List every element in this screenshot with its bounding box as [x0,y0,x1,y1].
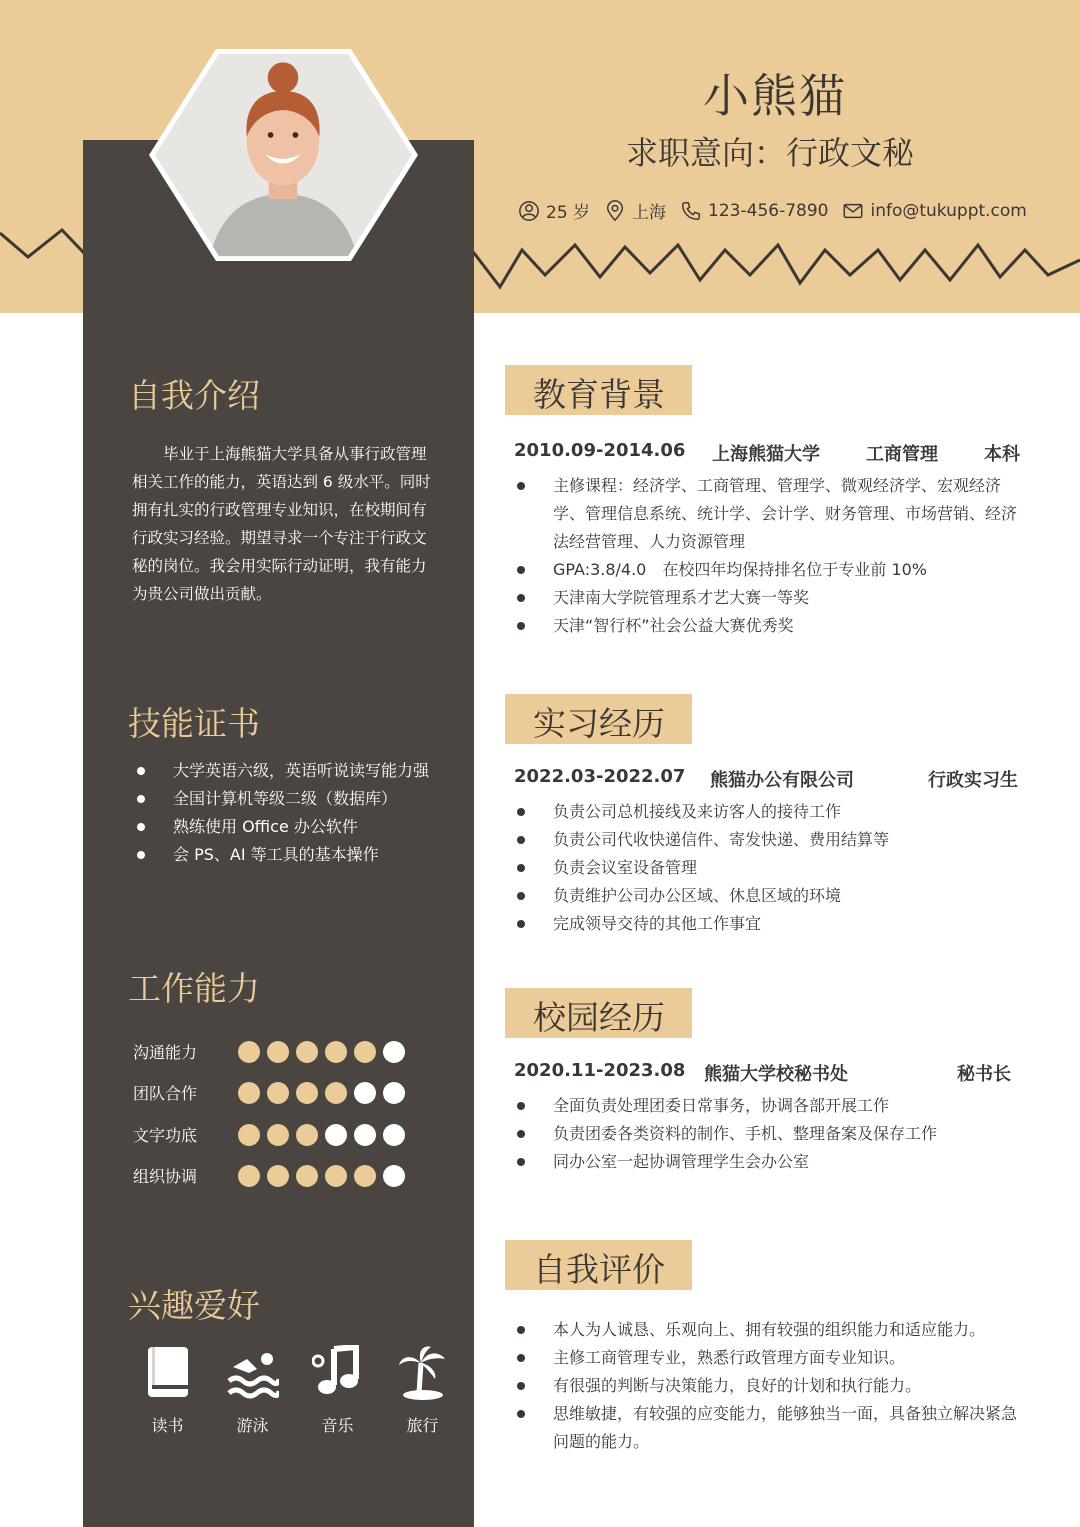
ability-row [133,1040,412,1063]
candidate-name: 小熊猫 [703,69,847,123]
rating-dot-empty [383,1165,405,1187]
list-item: 主修课程：经济学、工商管理、管理学、微观经济学、宏观经济学、管理信息系统、统计学、会计学、财务管理、市场营销、经济法经营管理、人力资源管理 [514,472,1024,556]
ability-row [133,1081,412,1104]
travel-icon [397,1345,449,1401]
ability-rating [238,1165,412,1187]
profile-photo [146,46,421,264]
rating-dot-filled [267,1082,289,1104]
hobby-reading [125,1345,210,1436]
internship-heading [505,694,692,744]
phone-text[interactable]: 123-456-7890 [708,200,829,221]
skills-list [135,757,429,869]
hobby-music [295,1345,380,1436]
hobby-swimming [210,1345,295,1436]
mail-icon [842,200,864,222]
hobby-label: 音乐 [321,1416,354,1435]
rating-dot-filled [238,1124,260,1146]
intro-text: 毕业于上海熊猫大学具备从事行政管理相关工作的能力，英语达到 6 级水平。同时拥有扎实的行政管理专业知识，在校期间有行政实习经验。期望寻求一个专注于行政文秘的岗位。我会用实际行动证明，我有能力为贵公司做出贡献。 [132,445,431,603]
rating-dot-filled [267,1165,289,1187]
job-intent-label: 求职意向： [625,134,786,172]
skill-item: 大学英语六级，英语听说读写能力强 [135,757,429,785]
rating-dot-filled [267,1041,289,1063]
internship-company: 熊猫办公有限公司 [710,770,854,791]
ability-rating [238,1041,412,1063]
rating-dot-filled [325,1082,347,1104]
contact-phone[interactable] [680,200,828,222]
rating-dot-filled [238,1041,260,1063]
rating-dot-filled [296,1124,318,1146]
city-text: 上海 [632,203,667,223]
rating-dot-filled [238,1165,260,1187]
rating-dot-empty [354,1082,376,1104]
education-title: 教育背景 [533,375,665,414]
list-item: 全面负责处理团委日常事务，协调各部开展工作 [514,1092,1024,1120]
job-intent-value: 行政文秘 [786,134,915,172]
ability-label: 文字功底 [133,1126,198,1145]
evaluation-title: 自我评价 [533,1250,665,1289]
skill-item: 全国计算机等级二级（数据库） [135,785,429,813]
rating-dot-empty [325,1124,347,1146]
ability-label: 团队合作 [133,1084,198,1103]
rating-dot-empty [383,1041,405,1063]
book-icon [142,1345,194,1401]
rating-dot-empty [354,1124,376,1146]
rating-dot-empty [383,1082,405,1104]
job-intent [560,128,980,174]
education-heading [505,365,692,415]
rating-dot-filled [296,1165,318,1187]
rating-dot-filled [296,1041,318,1063]
rating-dot-empty [383,1124,405,1146]
evaluation-list [514,1316,1024,1456]
list-item: 思维敏捷，有较强的应变能力，能够独当一面，具备独立解决紧急问题的能力。 [514,1400,1024,1456]
list-item: 完成领导交待的其他工作事宜 [514,910,1024,938]
contact-city [604,198,666,223]
location-pin-icon [604,200,626,222]
list-item: 负责会议室设备管理 [514,854,1024,882]
contact-age [518,198,590,223]
email-text[interactable]: info@tukuppt.com [870,200,1027,221]
campus-period: 2020.11-2023.08 [514,1060,686,1081]
list-item: 负责维护公司办公区域、休息区域的环境 [514,882,1024,910]
list-item: 天津“智行杯”社会公益大赛优秀奖 [514,612,1024,640]
list-item: 有很强的判断与决策能力，良好的计划和执行能力。 [514,1372,1024,1400]
list-item: 负责公司代收快递信件、寄发快递、费用结算等 [514,826,1024,854]
internship-list [514,798,1024,938]
campus-org: 熊猫大学校秘书处 [704,1064,848,1085]
education-major: 工商管理 [866,444,938,465]
list-item: 同办公室一起协调管理学生会办公室 [514,1148,1024,1176]
ability-label: 沟通能力 [133,1043,198,1062]
campus-heading [505,988,692,1038]
phone-icon [680,200,702,222]
education-degree: 本科 [984,444,1020,465]
hobby-label: 读书 [151,1416,184,1435]
abilities-title: 工作能力 [128,969,260,1008]
swimming-icon [227,1345,279,1401]
hobby-label: 游泳 [236,1416,269,1435]
rating-dot-filled [238,1082,260,1104]
internship-title: 实习经历 [533,704,665,743]
list-item: 负责公司总机接线及来访客人的接待工作 [514,798,1024,826]
rating-dot-filled [354,1041,376,1063]
list-item: GPA:3.8/4.0 在校四年均保持排名位于专业前 10% [514,556,1024,584]
ability-row [133,1164,412,1187]
music-icon [312,1345,364,1401]
ability-rating [238,1082,412,1104]
internship-role: 行政实习生 [928,770,1018,791]
rating-dot-filled [354,1165,376,1187]
age-text: 25 岁 [546,203,591,223]
education-period: 2010.09-2014.06 [514,440,686,461]
list-item: 天津南大学院管理系才艺大赛一等奖 [514,584,1024,612]
list-item: 负责团委各类资料的制作、手机、整理备案及保存工作 [514,1120,1024,1148]
ability-rating [238,1124,412,1146]
list-item: 本人为人诚恳、乐观向上、拥有较强的组织能力和适应能力。 [514,1316,1024,1344]
ability-label: 组织协调 [133,1167,198,1186]
education-school: 上海熊猫大学 [712,444,820,465]
campus-title: 校园经历 [533,998,665,1037]
ability-row [133,1123,412,1146]
hobbies-title: 兴趣爱好 [128,1286,260,1325]
campus-list [514,1092,1024,1176]
person-icon [518,200,540,222]
hobbies-list [125,1345,465,1436]
campus-role: 秘书长 [957,1064,1011,1085]
hobby-travel [380,1345,465,1436]
intro-title: 自我介绍 [128,376,260,415]
hobby-label: 旅行 [406,1416,439,1435]
rating-dot-filled [267,1124,289,1146]
rating-dot-filled [325,1165,347,1187]
contact-bar [518,198,1041,223]
skills-title: 技能证书 [128,704,260,743]
list-item: 主修工商管理专业，熟悉行政管理方面专业知识。 [514,1344,1024,1372]
education-list [514,472,1024,640]
internship-period: 2022.03-2022.07 [514,766,686,787]
rating-dot-filled [325,1041,347,1063]
skill-item: 会 PS、AI 等工具的基本操作 [135,841,429,869]
skill-item: 熟练使用 Office 办公软件 [135,813,429,841]
rating-dot-filled [296,1082,318,1104]
contact-email[interactable] [842,200,1026,222]
evaluation-heading [505,1240,692,1290]
